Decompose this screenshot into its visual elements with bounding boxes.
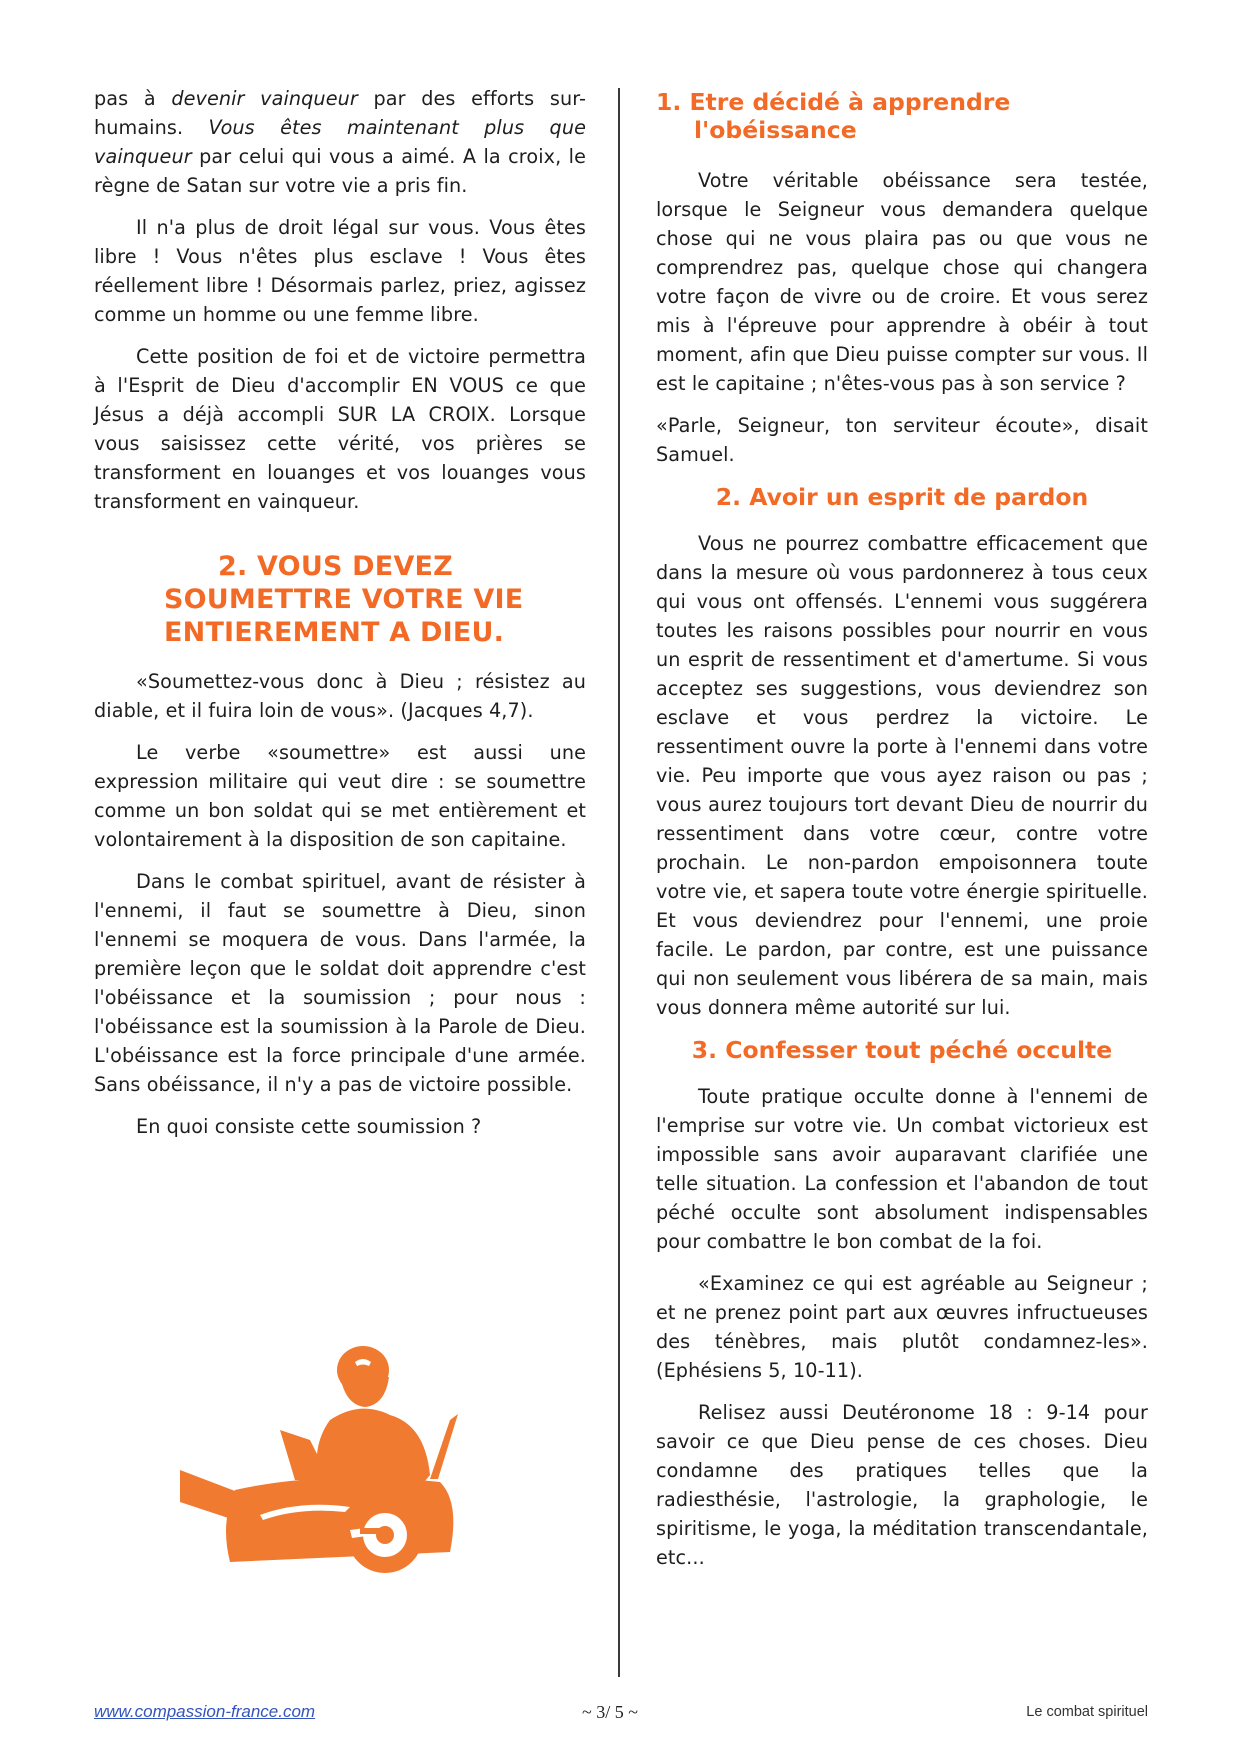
paragraph-true-obedience: Votre véritable obéissance sera testée, lorsque le Seigneur vous demandera quelque chose qui ne vous plaira pas ou que vous ne comprendrez pas, quelque chose qui changera votre façon de vivre ou de croire. Et vous serez mis à l'épreuve pour apprendre à obéir à tout moment, afin que Dieu puisse compter sur vous. Il est le capitaine ; n'êtes-vous pas à son service ? — [656, 169, 1148, 395]
soldier-tank-illustration — [180, 1330, 490, 1585]
paragraph-james-quote: «Soumettez-vous donc à Dieu ; résistez au diable, et il fuira loin de vous». (Jacques 4,7). — [94, 670, 586, 722]
website-link[interactable]: www.compassion-france.com — [94, 1702, 316, 1721]
column-divider — [618, 88, 620, 1677]
right-column — [656, 84, 1148, 1585]
page-footer — [94, 1702, 1148, 1726]
left-column — [94, 84, 586, 1154]
document-title: Le combat spirituel — [1026, 1704, 1148, 1720]
paragraph-question: En quoi consiste cette soumission ? — [136, 1115, 482, 1138]
paragraph-submit-definition: Le verbe «soumettre» est aussi une expression militaire qui veut dire : se soumettre comme un bon soldat qui se met entièrement et volontairement à la disposition de son capitaine. — [94, 741, 586, 851]
paragraph-faith-position: Cette position de foi et de victoire permettra à l'Esprit de Dieu d'accomplir EN VOUS ce que Jésus a déjà accompli SUR LA CROIX. Lorsque vous saisissez cette vérité, vos prières se transforment en louanges et vos louanges vous transforment en vainqueur. — [94, 345, 586, 513]
soldier-icon — [180, 1330, 490, 1585]
paragraph-deuteronomy: Relisez aussi Deutéronome 18 : 9-14 pour savoir ce que Dieu pense de ces choses. Dieu condamne des pratiques telles que la radiesthésie, l'astrologie, la graphologie, le spiritisme, le yoga, la méditation transcendantale, etc... — [656, 1401, 1148, 1569]
paragraph-obedience: Dans le combat spirituel, avant de résister à l'ennemi, il faut se soumettre à Dieu, sinon l'ennemi se moquera de vous. Dans l'armée, la première leçon que le soldat doit apprendre c'est l'obéissance et la soumission ; pour nous : l'obéissance est la soumission à la Parole de Dieu. L'obéissance est la force principale d'une armée. Sans obéissance, il n'y a pas de victoire possible. — [94, 870, 586, 1096]
paragraph-freedom: Il n'a plus de droit légal sur vous. Vous êtes libre ! Vous n'êtes plus esclave ! Vous êtes réellement libre ! Désormais parlez, priez, agissez comme un homme ou une femme libre. — [94, 216, 586, 326]
section-heading-submit: 2. VOUS DEVEZ SOUMETTRE VOTRE VIE ENTIEREMENT A DIEU. — [164, 551, 524, 648]
paragraph-samuel-quote: «Parle, Seigneur, ton serviteur écoute», disait Samuel. — [656, 414, 1148, 466]
paragraph-occult-practice: Toute pratique occulte donne à l'ennemi de l'emprise sur votre vie. Un combat victorieux est impossible sans avoir auparavant clarifiée une telle situation. La confession et l'abandon de tout péché occulte sont absolument indispensables pour combattre le bon combat de la foi. — [656, 1085, 1148, 1253]
subheading-obedience: 1. Etre décidé à apprendre l'obéissance — [656, 88, 1011, 144]
subheading-occult: 3. Confesser tout péché occulte — [691, 1036, 1113, 1064]
emphasis-text: Vous êtes maintenant plus que vainqueur — [94, 116, 586, 168]
paragraph-ephesians-quote: «Examinez ce qui est agréable au Seigneur ; et ne prenez point part aux œuvres infructueuses des ténèbres, mais plutôt condamnez-les». (Ephésiens 5, 10-11). — [656, 1272, 1148, 1382]
subheading-forgiveness: 2. Avoir un esprit de pardon — [715, 483, 1089, 511]
paragraph-forgiveness: Vous ne pourrez combattre efficacement que dans la mesure où vous pardonnerez à tous ceux qui vous ont offensés. L'ennemi vous suggérera toutes les raisons possibles pour nourrir en vous un esprit de ressentiment et d'amertume. Si vous acceptez ses suggestions, vous deviendrez son esclave et vous perdrez la victoire. Le ressentiment ouvre la porte à l'ennemi dans votre vie. Peu importe que vous ayez raison ou pas ; vous aurez toujours tort devant Dieu de nourrir du ressentiment dans votre cœur, contre votre prochain. Le non-pardon empoisonnera toute votre vie, et sapera toute votre énergie spirituelle. Et vous deviendrez pour l'ennemi, une proie facile. Le pardon, par contre, est une puissance qui non seulement vous libérera de sa main, mais vous donnera même autorité sur lui. — [656, 532, 1148, 1019]
page-number: ~ 3/ 5 ~ — [582, 1702, 638, 1722]
emphasis-text: devenir vainqueur — [171, 87, 358, 110]
paragraph-victory: pas à devenir vainqueur par des efforts sur-humains. Vous êtes maintenant plus que vainqueur par celui qui vous a aimé. A la croix, le règne de Satan sur votre vie a pris fin. — [94, 87, 587, 197]
